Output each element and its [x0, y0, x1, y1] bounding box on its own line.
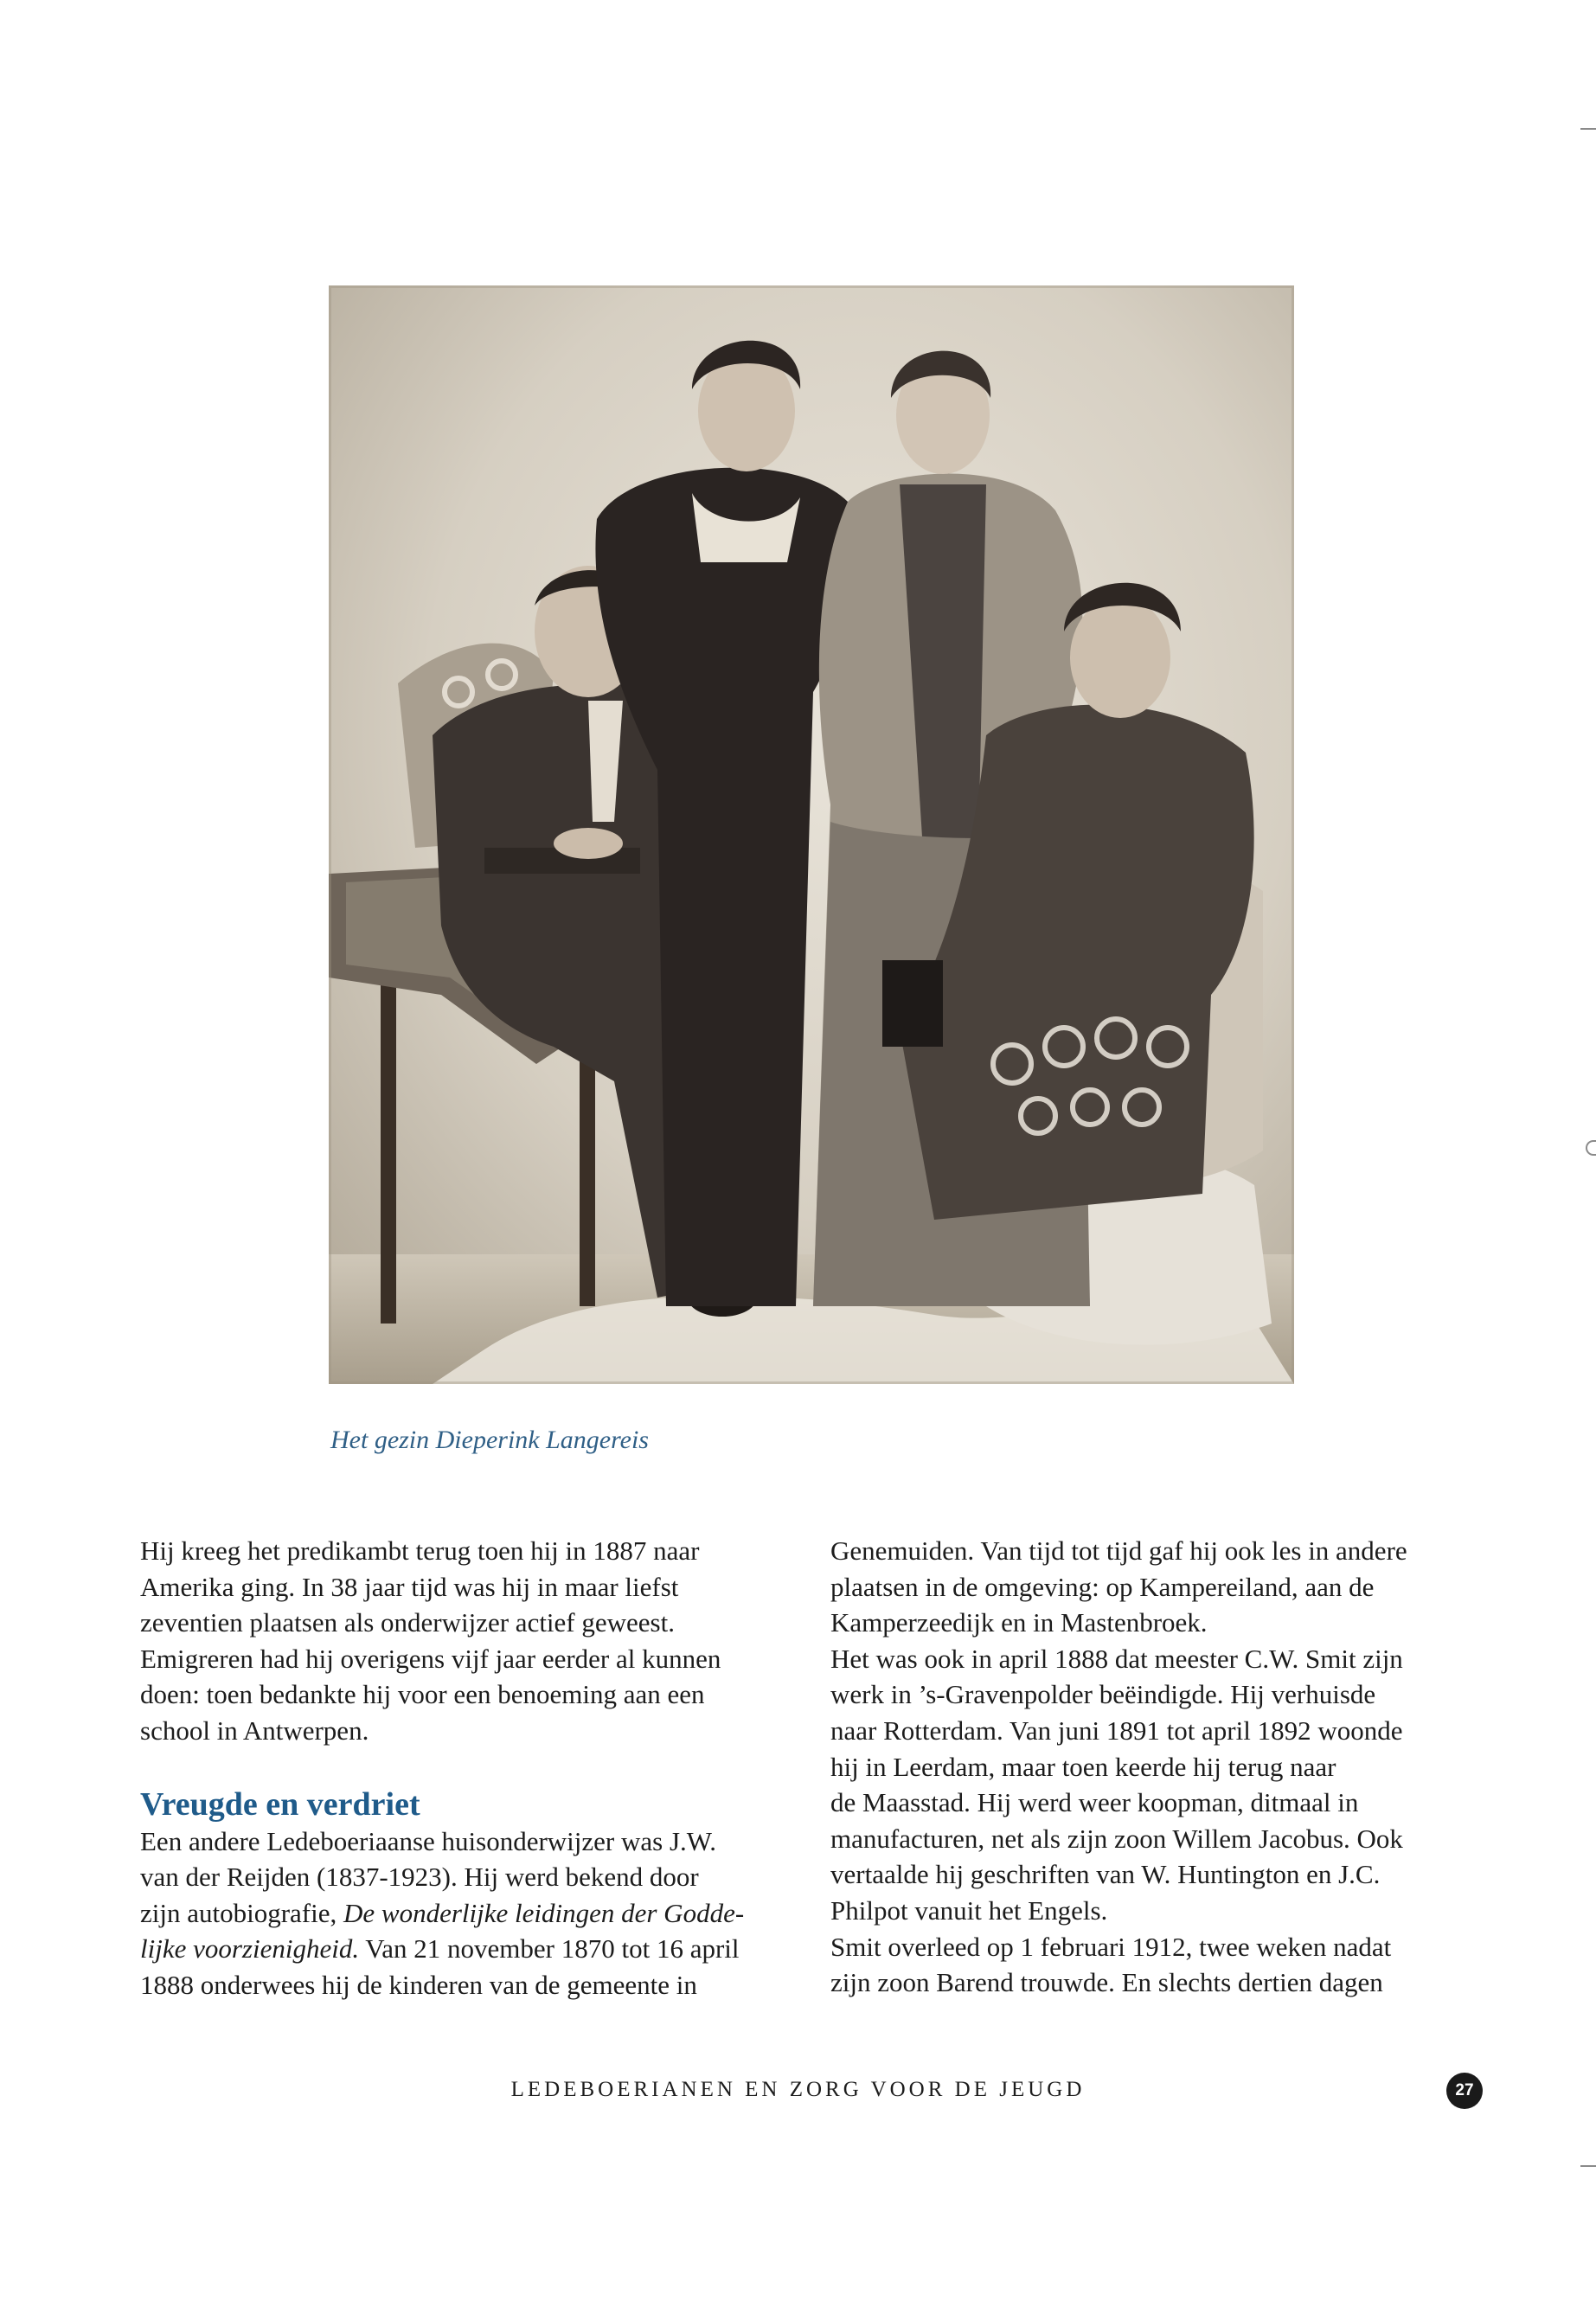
text-line: Genemuiden. Van tijd tot tijd gaf hij ook les in andere: [830, 1535, 1407, 1566]
text-line: zijn zoon Barend trouwde. En slechts dertien dagen: [830, 1967, 1383, 1998]
text-line: manufacturen, net als zijn zoon Willem Jacobus. Ook: [830, 1823, 1403, 1854]
text-line: werk in ’s-Gravenpolder beëindigde. Hij verhuisde: [830, 1679, 1376, 1710]
text-line: vertaalde hij geschriften van W. Huntington en J.C.: [830, 1859, 1381, 1890]
text-line: plaatsen in de omgeving: op Kampereiland, aan de: [830, 1571, 1375, 1602]
text-line: Smit overleed op 1 februari 1912, twee weken nadat: [830, 1931, 1392, 1962]
registration-mark: [1586, 1140, 1596, 1156]
page-number-badge: 27: [1446, 2073, 1483, 2109]
paragraph-2: [140, 1823, 798, 2003]
text-line: naar Rotterdam. Van juni 1891 tot april 1892 woonde: [830, 1715, 1403, 1746]
text-line: zeventien plaatsen als onderwijzer actief geweest.: [140, 1607, 675, 1638]
text-line: Het was ook in april 1888 dat meester C.W. Smit zijn: [830, 1643, 1403, 1674]
family-portrait-photo: [329, 285, 1294, 1384]
text-line: Kamperzeedijk en in Mastenbroek.: [830, 1607, 1208, 1638]
text-line: 1888 onderwees hij de kinderen van de gemeente in: [140, 1969, 697, 2000]
text-run: Van 21 november 1870 tot 16 april: [359, 1933, 740, 1965]
text-line: Amerika ging. In 38 jaar tijd was hij in maar liefst: [140, 1571, 679, 1602]
running-footer: LEDEBOERIANEN EN ZORG VOOR DE JEUGD: [510, 2078, 1086, 2101]
text-line: Een andere Ledeboeriaanse huisonderwijzer was J.W.: [140, 1825, 716, 1856]
text-line: Philpot vanuit het Engels.: [830, 1894, 1108, 1926]
family-portrait-photo-icon: [329, 285, 1294, 1384]
text-line: [140, 1895, 798, 1932]
text-run: zijn autobiografie,: [140, 1897, 343, 1928]
crop-mark-bottom: [1580, 2165, 1596, 2167]
book-title: lijke voorzienigheid.: [140, 1933, 360, 1965]
book-title: De wonderlijke leidingen der Godde-: [343, 1897, 745, 1928]
text-line: de Maasstad. Hij werd weer koopman, ditmaal in: [830, 1787, 1359, 1818]
paragraph-3: [830, 1533, 1476, 2001]
text-line: Hij kreeg het predikambt terug toen hij in 1887 naar: [140, 1535, 700, 1566]
text-line: Emigreren had hij overigens vijf jaar eerder al kunnen: [140, 1643, 721, 1674]
paragraph-1: [140, 1533, 798, 1749]
right-text-column: [830, 1533, 1476, 2001]
left-text-column: [140, 1533, 798, 2003]
photo-caption: Het gezin Dieperink Langereis: [330, 1426, 649, 1454]
text-line: school in Antwerpen.: [140, 1715, 369, 1746]
text-line: van der Reijden (1837-1923). Hij werd bekend door: [140, 1862, 699, 1893]
text-line: hij in Leerdam, maar toen keerde hij terug naar: [830, 1751, 1336, 1782]
section-heading: Vreugde en verdriet: [140, 1785, 420, 1823]
text-line: [140, 1931, 798, 1967]
text-line: doen: toen bedankte hij voor een benoeming aan een: [140, 1679, 705, 1710]
crop-mark-top: [1580, 128, 1596, 130]
